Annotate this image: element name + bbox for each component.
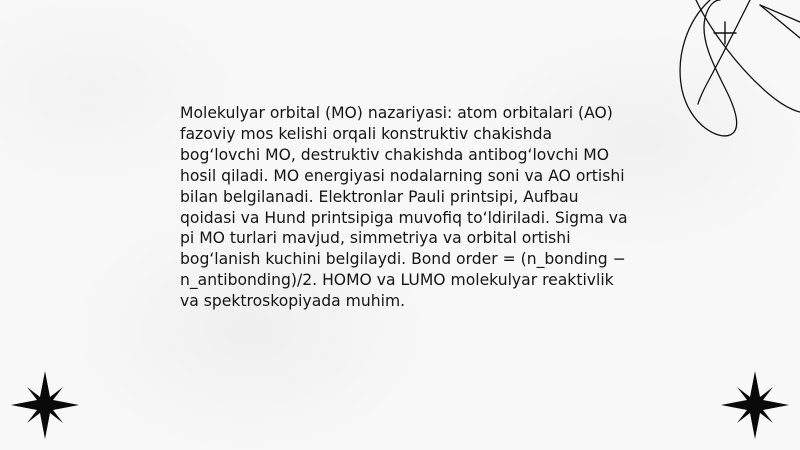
four-point-star-icon [721, 371, 789, 439]
orbit-sparkle-icon [670, 0, 800, 150]
body-paragraph: Molekulyar orbital (MO) nazariyasi: atom orbitalari (AO) fazoviy mos kelishi orqali konstruktiv chakishda bog‘lovchi MO, destruktiv chakishda antibog‘lovchi MO hosil qiladi. MO energiyasi nodalarning soni va AO ortishi bilan belgilanadi. Elektronlar Pauli printsipi, Aufbau qoidasi va Hund printsipiga muvofiq to‘ldiriladi. Sigma va pi MO turlari mavjud, simmetriya va orbital ortishi bog‘lanish kuchini belgilaydi. Bond order = (n_bonding − n_antibonding)/2. HOMO va LUMO molekulyar reaktivlik va spektroskopiyada muhim. [180, 104, 628, 311]
four-point-star-icon [11, 371, 79, 439]
